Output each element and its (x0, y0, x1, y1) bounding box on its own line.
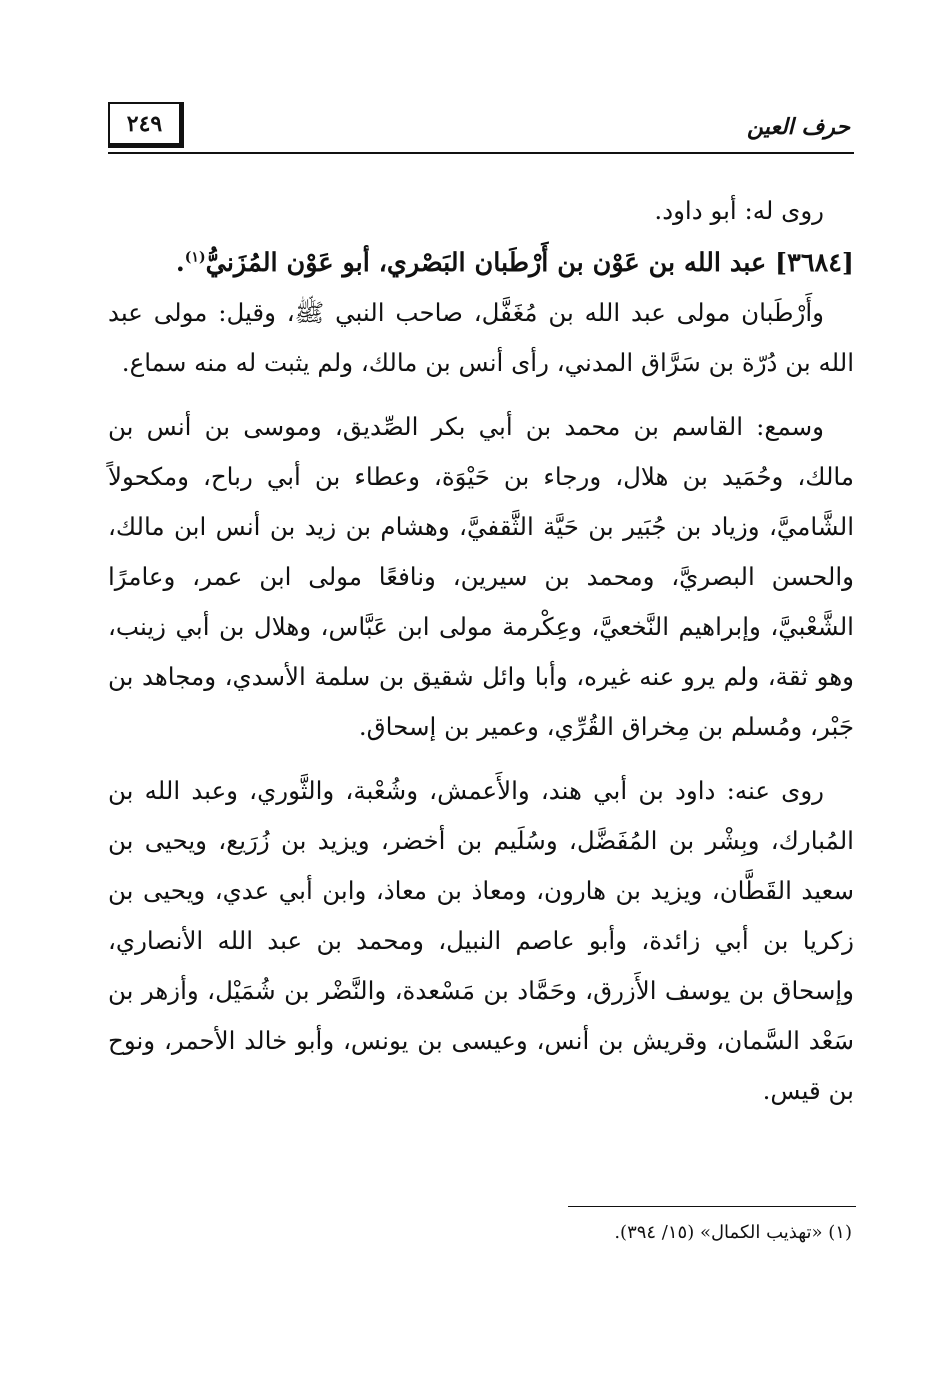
header-rule (108, 152, 854, 154)
paragraph-bio: وأَرْطَبان مولى عبد الله بن مُغَفَّل، صاحب النبي ﷺ، وقيل: مولى عبد الله بن دُرّة بن سَرَّاق المدني، رأى أنس بن مالك، ولم يثبت له منه سماع. (108, 298, 854, 377)
paragraph-students: روى عنه: داود بن أبي هند، والأَعمش، وشُعْبة، والثَّوري، وعبد الله بن المُبارك، وبِشْر بن المُفَضَّل، وسُلَيم بن أخضر، ويزيد بن زُرَيع، ويحيى بن سعيد القَطَّان، ويزيد بن هارون، ومعاذ بن معاذ، وابن أبي عدي، ويحيى بن زكريا بن أبي زائدة، وأبو عاصم النبيل، ومحمد بن عبد الله الأنصاري، وإسحاق بن يوسف الأَزرق، وحَمَّاد بن مَسْعدة، والنَّضْر بن شُمَيْل، وأزهر بن سَعْد السَّمان، وقريش بن أنس، وعيسى بن يونس، وأبو خالد الأحمر، ونوح بن قيس. (108, 776, 854, 1105)
entry-title: [٣٦٨٤] عبد الله بن عَوْن بن أَرْطَبان البَصْري، أبو عَوْن المُزَنيُّ (205, 248, 854, 278)
page-number: ٢٤٩ (108, 102, 184, 148)
entry-heading (108, 238, 854, 288)
entry-heading-end: . (175, 248, 185, 278)
narrators-line: روى له: أبو داود. (654, 196, 824, 225)
running-title: حرف العين (746, 114, 850, 140)
footnote-rule (568, 1206, 856, 1207)
footnote-ref[interactable]: (١) (184, 249, 206, 266)
paragraph-teachers: وسمع: القاسم بن محمد بن أبي بكر الصِّديق، وموسى بن أنس بن مالك، وحُمَيد بن هلال، ورجاء بن حَيْوَة، وعطاء بن أبي رباح، ومكحولاً الشَّاميَّ، وزياد بن جُبَير بن حَيَّة الثَّقفيَّ، وهشام بن زيد بن أنس ابن مالك، والحسن البصريَّ، ومحمد بن سيرين، ونافعًا مولى ابن عمر، وعامرًا الشَّعْبيَّ، وإبراهيم النَّخعيَّ، وعِكْرمة مولى ابن عَبَّاس، وهلال بن أبي زينب، وهو ثقة، ولم يرو عنه غيره، وأبا وائل شقيق بن سلمة الأسدي، ومجاهد بن جَبْر، ومُسلم بن مِخراق القُرِّي، وعمير بن إسحاق. (108, 412, 854, 741)
footnote: (١) «تهذيب الكمال» (١٥/ ٣٩٤). (614, 1222, 852, 1243)
page-header (108, 102, 854, 158)
main-text (108, 186, 854, 1116)
